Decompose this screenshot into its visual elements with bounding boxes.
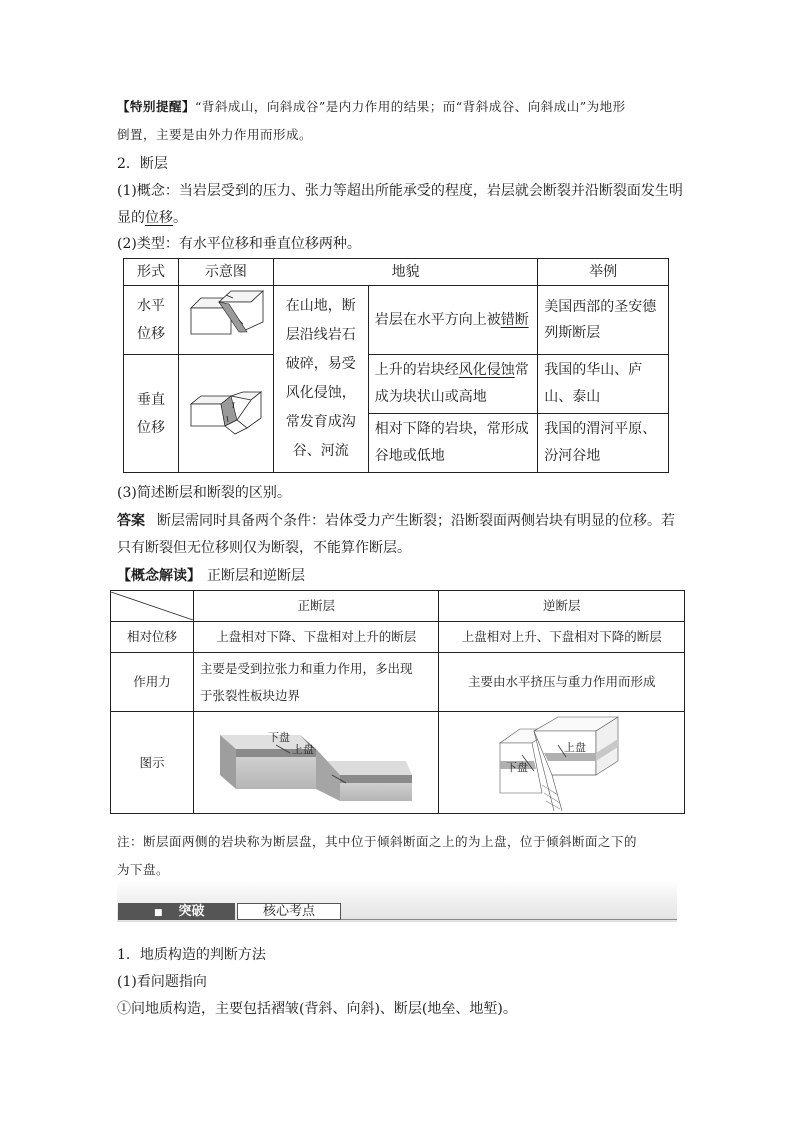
fault-type-table: [123, 258, 669, 473]
normal-label-footwall: 下盘: [268, 730, 291, 744]
landform-horizontal: [368, 286, 538, 355]
normal-force-line-1: 主要是受到拉张力和重力作用，多出现: [200, 661, 413, 676]
concept-title: 正断层和逆断层: [207, 568, 305, 584]
vertical-fault-diagram: [178, 355, 273, 473]
reverse-label-footwall: 下盘: [505, 760, 528, 774]
point-1: 1．地质构造的判断方法: [117, 947, 266, 963]
keyword-displacement: 位移: [145, 210, 173, 226]
concept-heading: [117, 565, 305, 585]
banner-core-points: 核心考点: [237, 903, 341, 920]
header-diagram: 示意图: [178, 259, 273, 286]
banner-bullet-icon: ■: [154, 908, 163, 918]
horizontal-fault-icon: [181, 286, 271, 344]
types-line: (2)类型：有水平位移和垂直位移两种。: [117, 236, 361, 252]
concept-line-1: (1)概念：当岩层受到的压力、张力等超出所能承受的程度，岩层就会断裂并沿断裂面发生明: [117, 183, 683, 199]
landform-up-text-2: 常成为块状山或高地: [374, 362, 529, 405]
point-2: (1)看问题指向: [117, 974, 207, 990]
reverse-fault-illustration: [439, 712, 685, 814]
diagonal-line: [111, 592, 193, 620]
header-normal-fault: 正断层: [194, 591, 439, 622]
note-line-1: 注：断层面两侧的岩块称为断层盘，其中位于倾斜断面之上的为上盘，位于倾斜断面之下的: [117, 834, 638, 849]
answer-line-2: 只有断裂但无位移则仅为断裂，不能算作断层。: [117, 540, 411, 556]
reverse-label-hangingwall: 上盘: [563, 740, 586, 754]
tip-line-1: [117, 97, 626, 115]
header-example: 举例: [538, 259, 669, 286]
keyword-offset: 错断: [500, 312, 529, 328]
tip-text-2: 倒置，主要是由外力作用而形成。: [117, 127, 313, 142]
landform-up-text: 上升的岩块经: [374, 362, 459, 378]
reverse-displacement: 上盘相对上升、下盘相对下降的断层: [439, 622, 685, 653]
note-line-2: 为下盘。: [117, 862, 170, 877]
header-form: 形式: [124, 259, 179, 286]
header-landform: 地貌: [273, 259, 537, 286]
answer-text-1: 断层需同时具备两个条件：岩体受力产生断裂；沿断裂面两侧岩块有明显的位移。若: [157, 513, 675, 529]
question-3: (3)简述断层和断裂的区别。: [117, 485, 291, 501]
tip-text-1: “背斜成山，向斜成谷”是内力作用的结果；而“背斜成谷、向斜成山”为地形: [195, 99, 626, 114]
answer-tag: 答案: [117, 513, 145, 529]
reverse-force: 主要由水平挤压与重力作用而形成: [439, 653, 685, 712]
normal-displacement: 上盘相对下降、下盘相对上升的断层: [194, 622, 439, 653]
normal-fault-diagram: [216, 723, 416, 803]
horizontal-fault-diagram: [178, 286, 273, 355]
section-heading: 2．断层: [117, 156, 168, 172]
example-vertical-down: 我国的渭河平原、汾河谷地: [538, 414, 669, 473]
vertical-fault-icon: [181, 374, 271, 444]
keyword-weathering: 风化侵蚀: [458, 362, 515, 378]
banner-breakthrough: [118, 903, 235, 920]
landform-vertical-down: 相对下降的岩块，常形成谷地或低地: [368, 414, 538, 473]
row-label-displacement: 相对位移: [111, 622, 194, 653]
shared-landform-cell: 在山地，断层沿线岩石破碎，易受风化侵蚀，常发育成沟谷、河流: [273, 286, 368, 473]
form-vertical: 垂直位移: [124, 355, 179, 473]
example-horizontal: 美国西部的圣安德列斯断层: [538, 286, 669, 355]
concept-line-2: [117, 207, 187, 227]
diagonal-header-cell: [111, 591, 194, 622]
header-reverse-fault: 逆断层: [439, 591, 685, 622]
normal-force-line-2: 于张裂性板块边界: [200, 688, 301, 703]
normal-force: [194, 653, 439, 712]
concept-punct: 。: [173, 210, 187, 226]
answer-line-1: [117, 510, 675, 530]
concept-tag: 【概念解读】: [117, 568, 201, 584]
example-vertical-up: 我国的华山、庐山、泰山: [538, 355, 669, 414]
banner-left-label: 突破: [178, 904, 205, 919]
point-3: ①问地质构造，主要包括褶皱(背斜、向斜)、断层(地垒、地堑)。: [117, 1001, 517, 1017]
reverse-fault-diagram: [492, 715, 632, 811]
landform-horizontal-text: 岩层在水平方向上被: [374, 312, 501, 328]
normal-reverse-fault-table: [110, 590, 685, 814]
landform-vertical-up: [368, 355, 538, 414]
banner-rule: [341, 919, 677, 920]
concept-text: 显的: [117, 210, 145, 226]
row-label-illustration: 图示: [111, 712, 194, 814]
normal-fault-illustration: [194, 712, 439, 814]
form-horizontal: 水平位移: [124, 286, 179, 355]
normal-label-hangingwall: 上盘: [292, 742, 315, 756]
row-label-force: 作用力: [111, 653, 194, 712]
tip-tag: 【特别提醒】: [117, 99, 196, 114]
